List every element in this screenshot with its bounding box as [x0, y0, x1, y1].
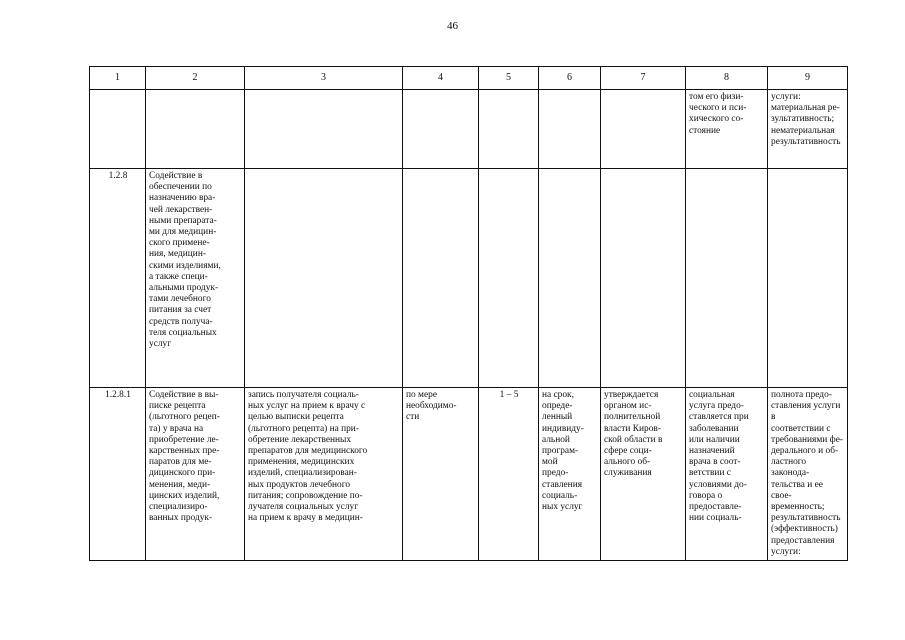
table-row-1-2-8-1	[90, 388, 848, 561]
table-cell	[768, 169, 848, 388]
service-name-cell: Содействие в вы- писке рецепта (льготного рецеп- та) у врача на приобретение ле- карственных пре- паратов для ме- дицинского при- менения, меди- цинских изделий, специализиро- ванных продук-	[146, 388, 245, 561]
service-description-cell: запись получателя социаль- ных услуг на прием к врачу с целью выписки рецепта (льготного рецепта) на при- обретение лекарственных препаратов для медицинского применения, медицинских изделий, специализирован- ных продуктов лечебного питания; сопровождение по- лучателя социальных услуг на прием к врачу в медицин-	[245, 388, 403, 561]
table-cell	[479, 169, 539, 388]
column-header: 6	[539, 67, 601, 90]
table-cell	[479, 90, 539, 169]
frequency-cell: по мере необходимо- сти	[403, 388, 479, 561]
tariff-cell: утверждается органом ис- полнительной власти Киров- ской области в сфере соци- ального об- служивания	[601, 388, 686, 561]
table-row-continuation	[90, 90, 848, 169]
table-cell	[539, 169, 601, 388]
column-header: 1	[90, 67, 146, 90]
column-number-row	[90, 67, 848, 90]
column-header: 3	[245, 67, 403, 90]
table-cell: услуги: материальная ре- зультативность; нематериальная результативность	[768, 90, 848, 169]
table-cell	[601, 90, 686, 169]
column-header: 2	[146, 67, 245, 90]
column-header: 4	[403, 67, 479, 90]
column-header: 7	[601, 67, 686, 90]
units-cell: 1 – 5	[479, 388, 539, 561]
row-number-cell: 1.2.8.1	[90, 388, 146, 561]
table-cell	[146, 90, 245, 169]
page-number: 46	[447, 20, 458, 32]
table-cell	[403, 169, 479, 388]
table-cell	[245, 90, 403, 169]
conditions-cell: социальная услуга предо- ставляется при заболевании или наличии назначений врача в соот- ветствии с условиями до- говора о предоставле- нии социаль-	[686, 388, 768, 561]
table-cell	[601, 169, 686, 388]
table-cell	[403, 90, 479, 169]
term-cell: на срок, опреде- ленный индивиду- альной програм- мой предо- ставления социаль- ных услуг	[539, 388, 601, 561]
table-cell	[90, 90, 146, 169]
column-header: 9	[768, 67, 848, 90]
table-cell	[686, 169, 768, 388]
column-header: 5	[479, 67, 539, 90]
table-row-1-2-8	[90, 169, 848, 388]
table-cell	[245, 169, 403, 388]
table-cell	[539, 90, 601, 169]
column-header: 8	[686, 67, 768, 90]
service-name-cell: Содействие в обеспечении по назначению вра- чей лекарствен- ными препарата- ми для медицин- ского примене- ния, медицин- скими изделиями, а также специ- альными продук- тами лечебного питания за счет средств получа- теля социальных услуг	[146, 169, 245, 388]
services-table	[89, 66, 848, 561]
row-number-cell: 1.2.8	[90, 169, 146, 388]
quality-indicators-cell: полнота предо- ставления услуги в соответствии с требованиями фе- дерального и об- ластного законода- тельства и ее свое- временность; результативность (эффективность) предоставления услуги:	[768, 388, 848, 561]
table-cell: том его физи- ческого и пси- хического со- стояние	[686, 90, 768, 169]
